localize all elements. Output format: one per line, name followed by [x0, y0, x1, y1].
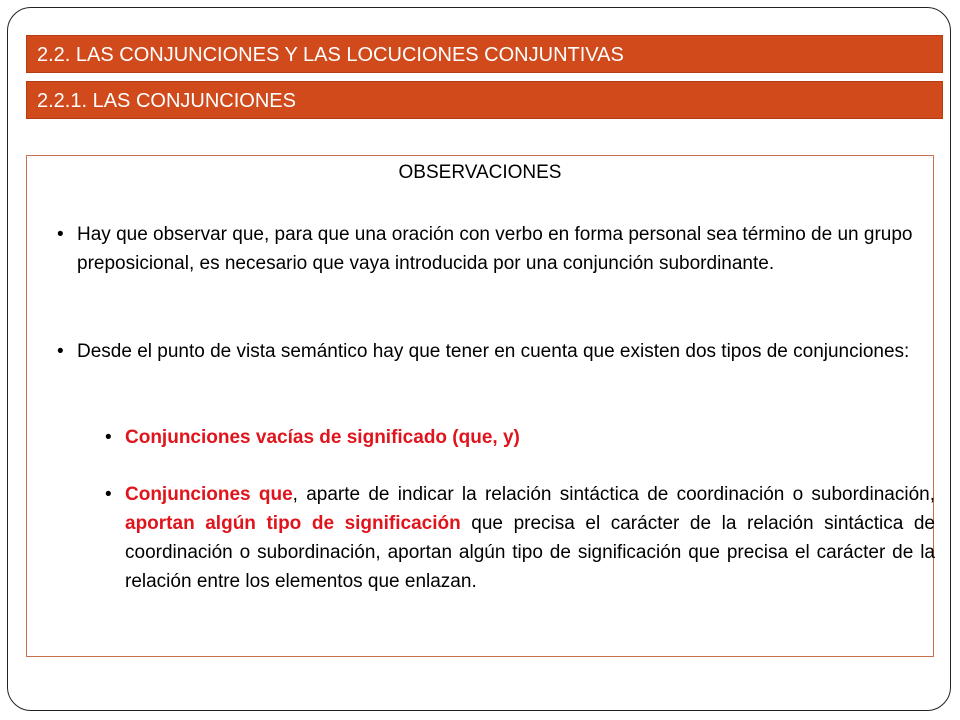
bullet-dot: •	[57, 341, 64, 362]
subsection-title-banner	[26, 81, 943, 119]
observations-box	[26, 155, 934, 657]
bullet-text: Desde el punto de vista semántico hay que tener en cuenta que existen dos tipos de conjunciones:	[77, 341, 910, 362]
sub-bullet-item	[105, 480, 935, 596]
sub-bullet-item	[105, 423, 925, 452]
bullet-text: Hay que observar que, para que una oración con verbo en forma personal sea término de un grupo preposicional, es necesario que vaya introducida por una conjunción subordinante.	[77, 224, 913, 274]
text-part: , aparte de indicar la relación sintáctica de coordinación o subordinación,	[292, 484, 935, 505]
observations-title: OBSERVACIONES	[398, 162, 562, 183]
bullet-dot: •	[105, 484, 112, 505]
section-title-banner	[26, 35, 943, 73]
bullet-item	[57, 337, 917, 366]
text-part: que precisa el carácter de la relación sintáctica de coordinación o subordinación, aportan algún tipo de significación que precisa el carácter de la relación entre los elementos que enlazan.	[125, 513, 935, 592]
bullet-dot: •	[57, 224, 64, 245]
sub-bullet-text: Conjunciones vacías de significado (que, y)	[125, 427, 520, 448]
sub-bullet-text	[125, 480, 935, 596]
highlight-phrase: aportan algún tipo de significación	[125, 513, 461, 534]
subsection-title: 2.2.1. LAS CONJUNCIONES	[37, 90, 296, 112]
bullet-item	[57, 220, 917, 278]
bullet-dot: •	[105, 427, 112, 448]
highlight-lead: Conjunciones que	[125, 484, 293, 505]
section-title: 2.2. LAS CONJUNCIONES Y LAS LOCUCIONES CONJUNTIVAS	[37, 44, 624, 66]
